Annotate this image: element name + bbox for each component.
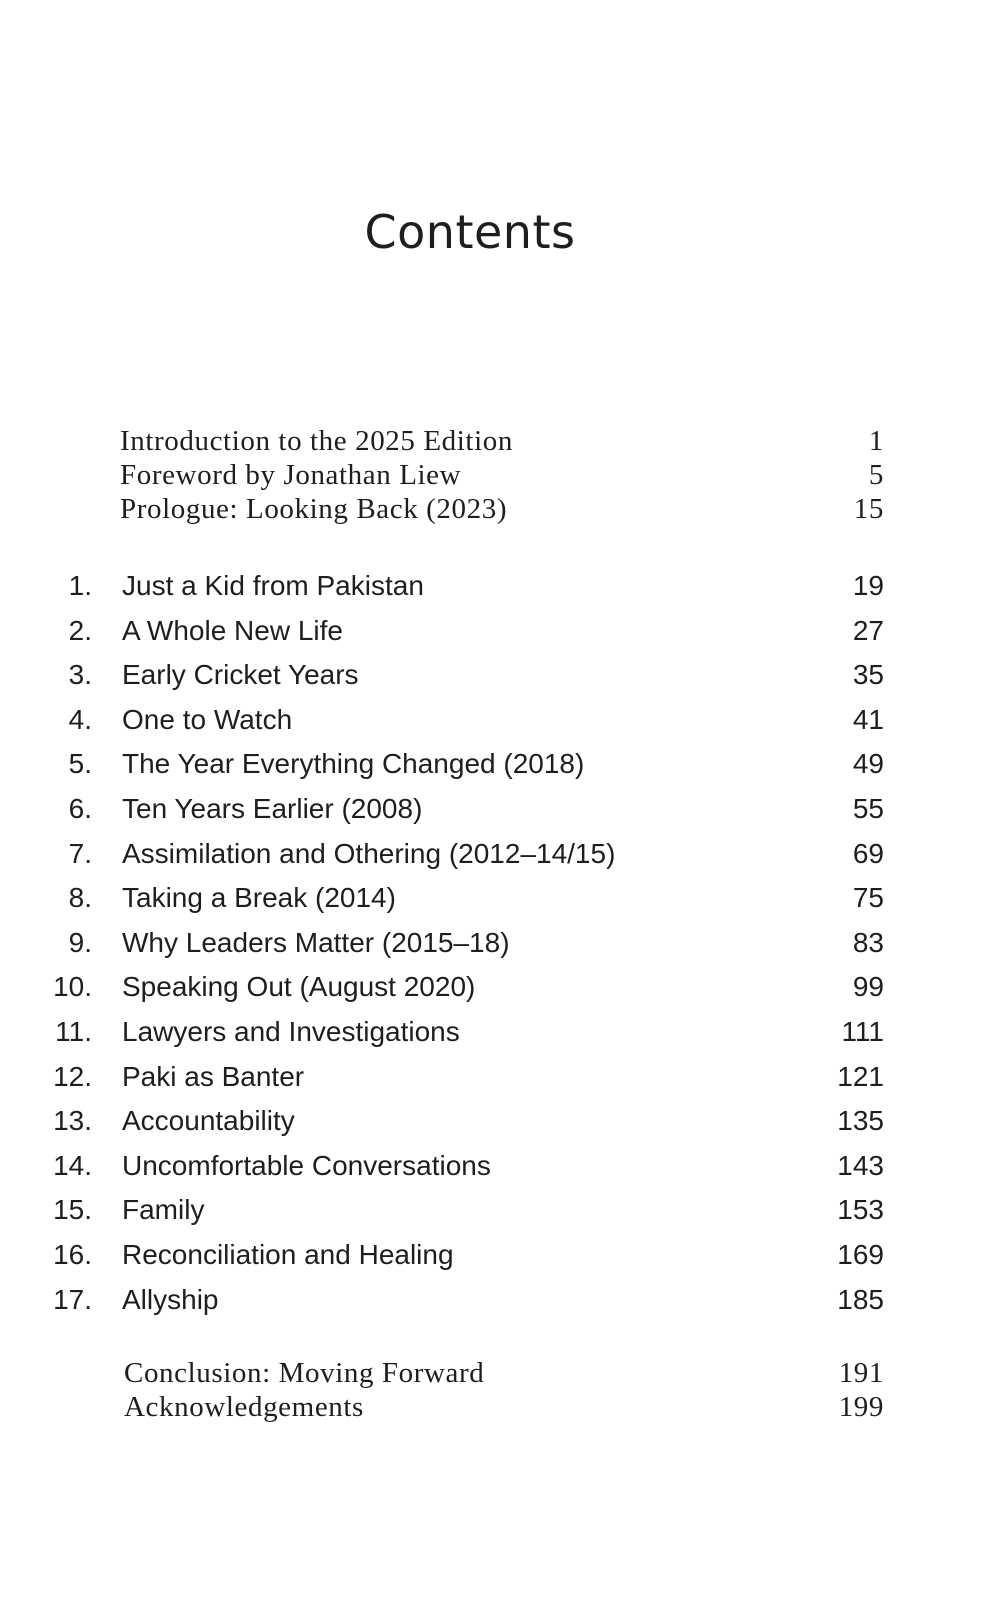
chapter-number: 7. [68,837,92,869]
entry-title: Introduction to the 2025 Edition [120,425,513,457]
chapter-number: 10. [53,971,92,1003]
page-number: 143 [837,1149,884,1181]
entry-title: Family [122,1194,205,1226]
chapter-number: 15. [53,1194,92,1226]
page-number: 5 [868,459,884,491]
entry-title: Speaking Out (August 2020) [122,971,476,1003]
page-number: 69 [852,837,884,869]
entry-title: Why Leaders Matter (2015–18) [122,926,510,958]
chapter-number: 9. [68,926,92,958]
page-number: 1 [868,425,884,457]
toc-entry [0,882,984,922]
entry-title: Acknowledgements [124,1391,364,1423]
entry-title: Assimilation and Othering (2012–14/15) [122,837,616,869]
toc-entry [0,570,984,610]
chapter-number: 1. [68,570,92,601]
entry-title: Reconciliation and Healing [122,1239,454,1270]
page-number: 27 [852,614,884,646]
toc-entry [0,1239,984,1279]
toc-entry [0,838,984,878]
entry-title: Ten Years Earlier (2008) [122,793,423,824]
toc-entry [0,1016,984,1056]
toc-entry [0,971,984,1011]
page-number: 135 [837,1105,884,1137]
page-number: 99 [852,971,884,1003]
chapter-number: 11. [55,1016,92,1047]
page-title: Contents [364,205,576,259]
page-number: 75 [852,882,884,914]
chapter-number: 5. [68,748,92,780]
entry-title: Paki as Banter [122,1060,305,1092]
page-number: 191 [838,1357,884,1389]
toc-entry [0,493,984,533]
toc-entry [0,927,984,967]
chapter-number: 3. [68,659,92,691]
chapter-number: 14. [53,1149,92,1181]
page-number: 19 [852,570,884,601]
page-number: 169 [837,1239,884,1270]
entry-title: Allyship [122,1283,219,1315]
entry-title: The Year Everything Changed (2018) [122,748,585,780]
page-number: 35 [852,659,884,691]
chapter-number: 6. [68,793,92,824]
entry-title: Lawyers and Investigations [122,1016,460,1047]
page-number: 199 [838,1391,884,1423]
chapter-number: 13. [53,1105,92,1137]
entry-title: One to Watch [122,703,293,735]
page-number: 153 [837,1194,884,1226]
entry-title: Prologue: Looking Back (2023) [120,493,508,525]
toc-entry [0,1150,984,1190]
chapter-number: 4. [68,703,92,735]
entry-title: Foreword by Jonathan Liew [120,459,462,491]
chapter-number: 2. [68,614,92,646]
toc-entry [0,1061,984,1101]
toc-entry [0,1391,984,1431]
page-number: 83 [852,926,884,958]
page-number: 185 [837,1283,884,1315]
page-number: 55 [852,793,884,824]
toc-entry [0,659,984,699]
entry-title: A Whole New Life [122,614,343,646]
chapter-number: 16. [53,1239,92,1270]
page-number: 121 [837,1060,884,1092]
page-number: 41 [852,703,884,735]
entry-title: Uncomfortable Conversations [122,1149,491,1181]
toc-entry [0,748,984,788]
toc-entry [0,1105,984,1145]
entry-title: Taking a Break (2014) [122,882,396,914]
toc-entry [0,1194,984,1234]
page-number: 15 [853,493,884,525]
toc-entry [0,704,984,744]
chapter-number: 12. [53,1060,92,1092]
toc-entry [0,793,984,833]
entry-title: Accountability [122,1105,295,1137]
page-number: 111 [841,1016,884,1047]
toc-entry [0,1284,984,1324]
chapter-number: 17. [53,1283,92,1315]
page-number: 49 [852,748,884,780]
entry-title: Early Cricket Years [122,659,359,691]
chapter-number: 8. [68,882,92,914]
entry-title: Conclusion: Moving Forward [124,1357,485,1389]
toc-entry [0,615,984,655]
entry-title: Just a Kid from Pakistan [122,570,424,601]
